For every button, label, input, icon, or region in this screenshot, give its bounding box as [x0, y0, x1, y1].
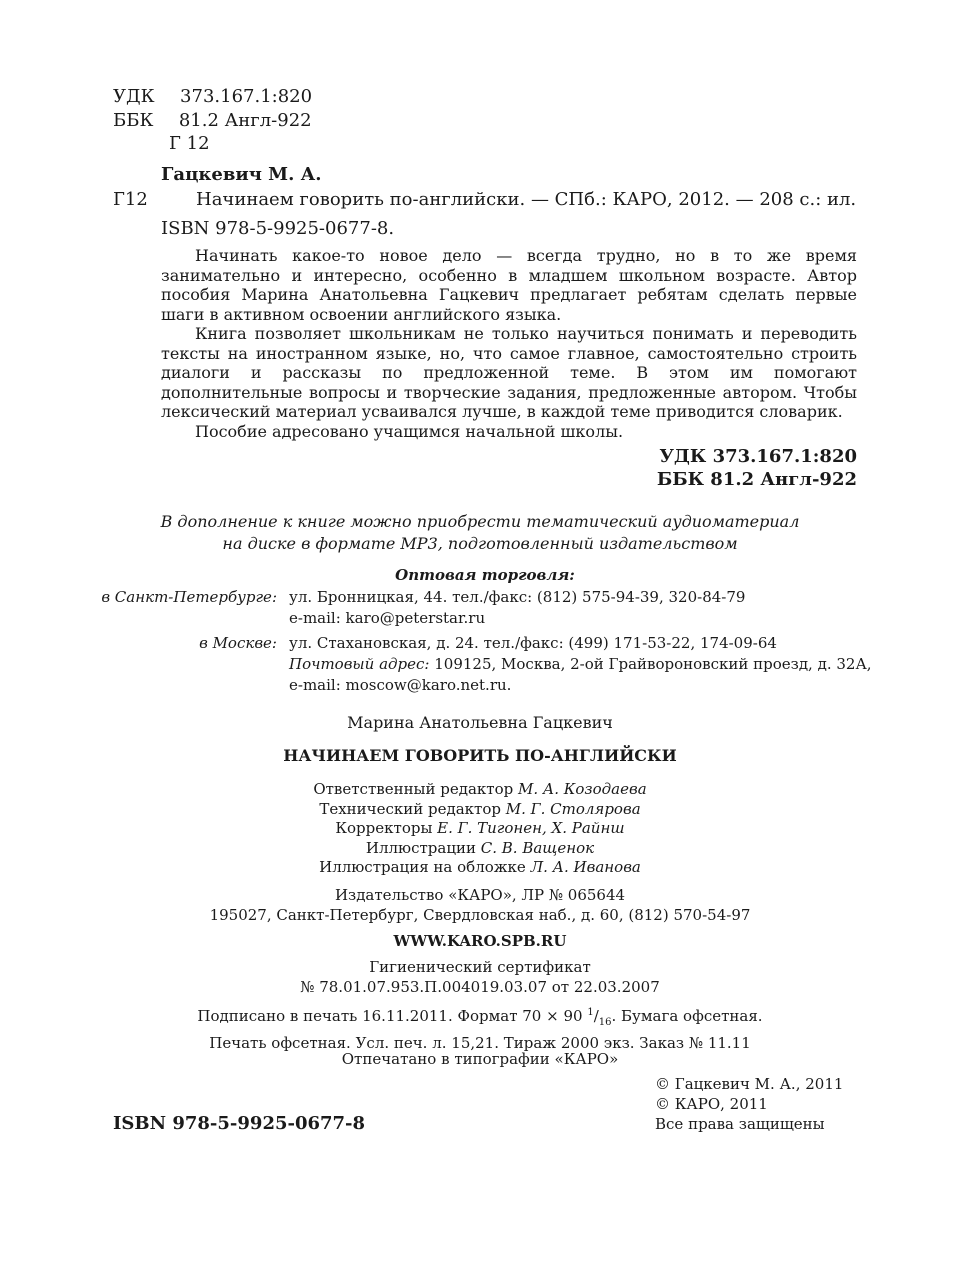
annotation — [161, 246, 857, 441]
annotation-paragraph: Пособие адресовано учащимся начальной школы. — [195, 421, 624, 441]
copyright-line: Все права защищены — [655, 1115, 825, 1133]
audio-note — [100, 511, 860, 555]
printed-at: Отпечатано в типографии «КАРО» — [341, 1050, 619, 1068]
imprint-author: Марина Анатольевна Гацкевич — [347, 713, 613, 732]
credit-line — [100, 800, 860, 820]
format-numerator: 1 — [587, 1007, 594, 1018]
website-link[interactable]: WWW.KARO.SPB.RU — [393, 932, 567, 950]
credit-name: Л. А. Иванова — [530, 858, 641, 876]
credit-name: Е. Г. Тигонен, Х. Райнш — [437, 819, 625, 837]
spb-address: ул. Бронницкая, 44. тел./факс: (812) 575-94-39, 320-84-79 — [289, 588, 746, 606]
annotation-paragraph: Книга позволяет школьникам не только научиться понимать и переводить тексты на иностранном языке, но, что самое главное, самостоятельно строить диалоги и рассказы по предложенной теме. В этом им помогают дополнительные вопросы и творческие задания, предложенные автором. Чтобы лексический материал усваивался лучше, в каждой теме приводится словарик. — [161, 324, 857, 421]
spb-label: в Санкт-Петербурге: — [101, 588, 277, 606]
msk-label: в Москве: — [199, 634, 277, 652]
publisher-info — [100, 885, 860, 925]
imprint-title: НАЧИНАЕМ ГОВОРИТЬ ПО-АНГЛИЙСКИ — [283, 746, 677, 765]
publisher-line: Издательство «КАРО», ЛР № 065644 — [334, 886, 626, 904]
copyright-block — [655, 1074, 843, 1134]
udk-code-right: УДК 373.167.1:820 — [659, 446, 857, 467]
credit-role: Ответственный редактор — [313, 780, 518, 798]
bib-title-line: Начинаем говорить по-английски. — СПб.: КАРО, 2012. — 208 с.: ил. — [196, 189, 857, 210]
bbk-label: ББК — [113, 110, 154, 131]
udk-label: УДК — [113, 86, 155, 107]
credit-line — [100, 780, 860, 800]
msk-postal-label: Почтовый адрес: — [289, 655, 430, 673]
print-info — [100, 1003, 860, 1053]
wholesale-heading: Оптовая торговля: — [395, 566, 575, 584]
signed-text: Подписано в печать 16.11.2011. Формат 70 × 90 — [197, 1007, 588, 1025]
credit-role: Корректоры — [335, 819, 438, 837]
credit-line — [100, 839, 860, 859]
udk-value: 373.167.1:820 — [180, 86, 313, 107]
credit-role: Иллюстрации — [365, 838, 481, 857]
bib-mark: Г12 — [113, 189, 148, 210]
audio-note-line: на диске в формате MP3, подготовленный издательством — [222, 534, 738, 553]
msk-postal — [289, 655, 872, 673]
format-denominator: 16 — [598, 1017, 612, 1028]
udk-row — [113, 86, 312, 107]
credits — [100, 780, 860, 878]
bbk-value: 81.2 Англ-922 — [178, 110, 312, 131]
certificate-line: № 78.01.07.953.П.004019.03.07 от 22.03.2007 — [300, 977, 660, 996]
spb-email[interactable]: e-mail: karo@peterstar.ru — [289, 609, 486, 627]
signed-text-end: . Бумага офсетная. — [611, 1007, 763, 1025]
author-mark: Г 12 — [169, 133, 210, 154]
msk-email[interactable]: e-mail: moscow@karo.net.ru. — [289, 676, 512, 694]
msk-postal-value: 109125, Москва, 2-ой Грайвороновский проезд, д. 32А, — [429, 655, 872, 673]
audio-note-line: В дополнение к книге можно приобрести тематический аудиоматериал — [160, 512, 800, 531]
bib-author: Гацкевич М. А. — [161, 164, 322, 185]
credit-role: Технический редактор — [319, 799, 506, 818]
copyright-line: © Гацкевич М. А., 2011 — [655, 1075, 844, 1093]
signed-line — [100, 1003, 860, 1033]
copyright-line: © КАРО, 2011 — [655, 1095, 768, 1113]
credit-line — [100, 819, 860, 839]
credit-name: М. Г. Столярова — [505, 799, 641, 818]
certificate — [100, 958, 860, 997]
publisher-address: 195027, Санкт-Петербург, Свердловская наб., д. 60, (812) 570-54-97 — [209, 906, 751, 924]
bbk-code-right: ББК 81.2 Англ-922 — [656, 469, 857, 490]
print-line: Печать офсетная. Усл. печ. л. 15,21. Тираж 2000 экз. Заказ № 11.11 — [209, 1034, 751, 1052]
credit-role: Иллюстрация на обложке — [319, 858, 531, 876]
credit-name: С. В. Ващенок — [480, 838, 595, 857]
msk-address: ул. Стахановская, д. 24. тел./факс: (499) 171-53-22, 174-09-64 — [289, 634, 777, 652]
certificate-line: Гигиенический сертификат — [369, 958, 591, 976]
bib-isbn: ISBN 978-5-9925-0677-8. — [161, 218, 395, 239]
credit-name: М. А. Козодаева — [518, 780, 647, 798]
format-slash: / — [593, 1007, 599, 1025]
credit-line — [100, 858, 860, 878]
bbk-row — [113, 110, 312, 131]
annotation-paragraph: Начинать какое-то новое дело — всегда трудно, но в то же время занимательно и интересно, особенно в младшем школьном возрасте. Автор пособия Марина Анатольевна Гацкевич предлагает ребятам сделать первые шаги в активном освоении английского языка. — [161, 246, 857, 324]
isbn-bottom: ISBN 978-5-9925-0677-8 — [113, 1113, 366, 1134]
